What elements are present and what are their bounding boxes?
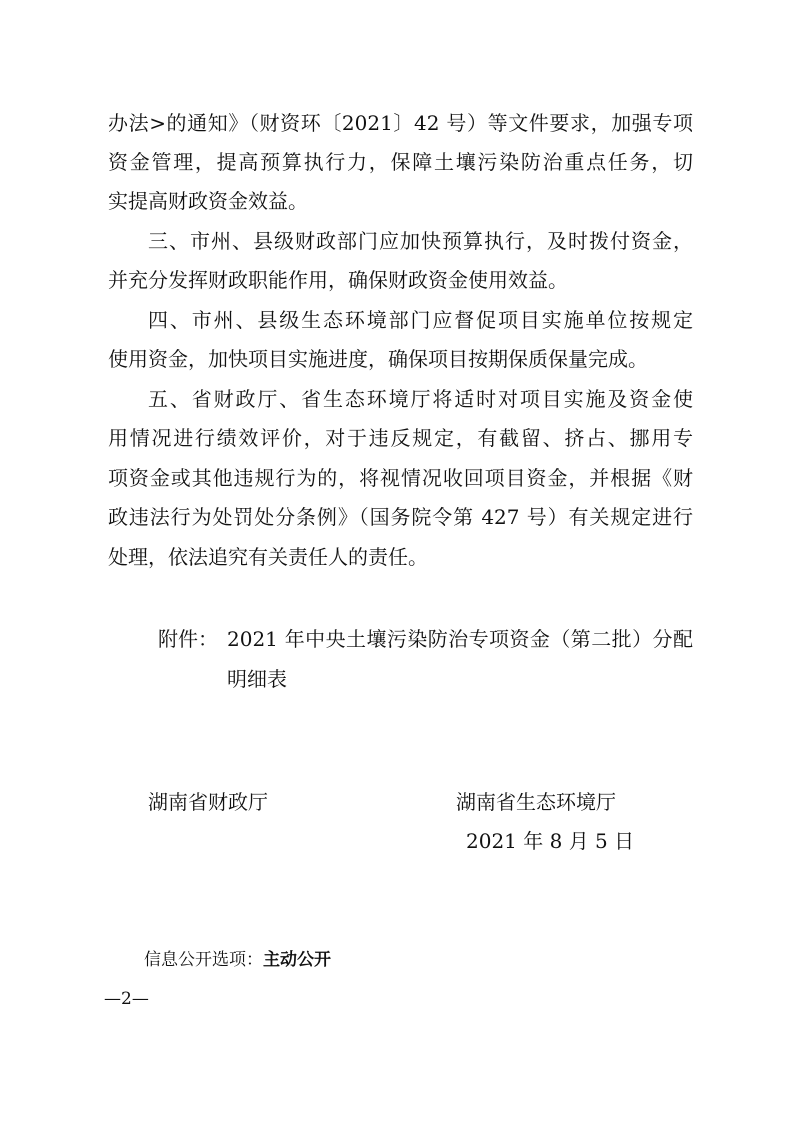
signature-finance-department: 湖南省财政厅: [148, 790, 268, 814]
body-line-4: 三、市州、县级财政部门应加快预算执行，及时拨付资金，: [148, 229, 693, 253]
body-line-12: 处理，依法追究有关责任人的责任。: [108, 545, 428, 569]
body-line-1: 办法>的通知》（财资环〔2021〕42 号）等文件要求，加强专项: [108, 111, 693, 135]
body-line-9: 用情况进行绩效评价，对于违反规定，有截留、挤占、挪用专: [108, 426, 693, 450]
body-line-8: 五、省财政厅、省生态环境厅将适时对项目实施及资金使: [148, 387, 693, 411]
attachment-label: 附件：: [158, 627, 218, 651]
signature-ecology-department: 湖南省生态环境厅: [456, 790, 616, 814]
attachment-title-line-2: 明细表: [227, 667, 287, 691]
attachment-title-line-1: 2021 年中央土壤污染防治专项资金（第二批）分配: [227, 627, 693, 651]
body-line-7: 使用资金，加快项目实施进度，确保项目按期保质保量完成。: [108, 347, 648, 371]
signature-date: 2021 年 8 月 5 日: [466, 829, 635, 853]
page-number: —2—: [104, 989, 149, 1009]
body-line-5: 并充分发挥财政职能作用，确保财政资金使用效益。: [108, 268, 568, 292]
body-line-2: 资金管理，提高预算执行力，保障土壤污染防治重点任务，切: [108, 150, 693, 174]
body-line-3: 实提高财政资金效益。: [108, 189, 308, 213]
body-line-11: 政违法行为处罚处分条例》（国务院令第 427 号）有关规定进行: [108, 505, 693, 529]
body-line-6: 四、市州、县级生态环境部门应督促项目实施单位按规定: [148, 308, 693, 332]
disclosure-option-label: 信息公开选项：: [144, 950, 263, 970]
disclosure-option-value: 主动公开: [263, 950, 331, 970]
body-line-10: 项资金或其他违规行为的，将视情况收回项目资金，并根据《财: [108, 466, 693, 490]
disclosure-option: [144, 949, 331, 971]
